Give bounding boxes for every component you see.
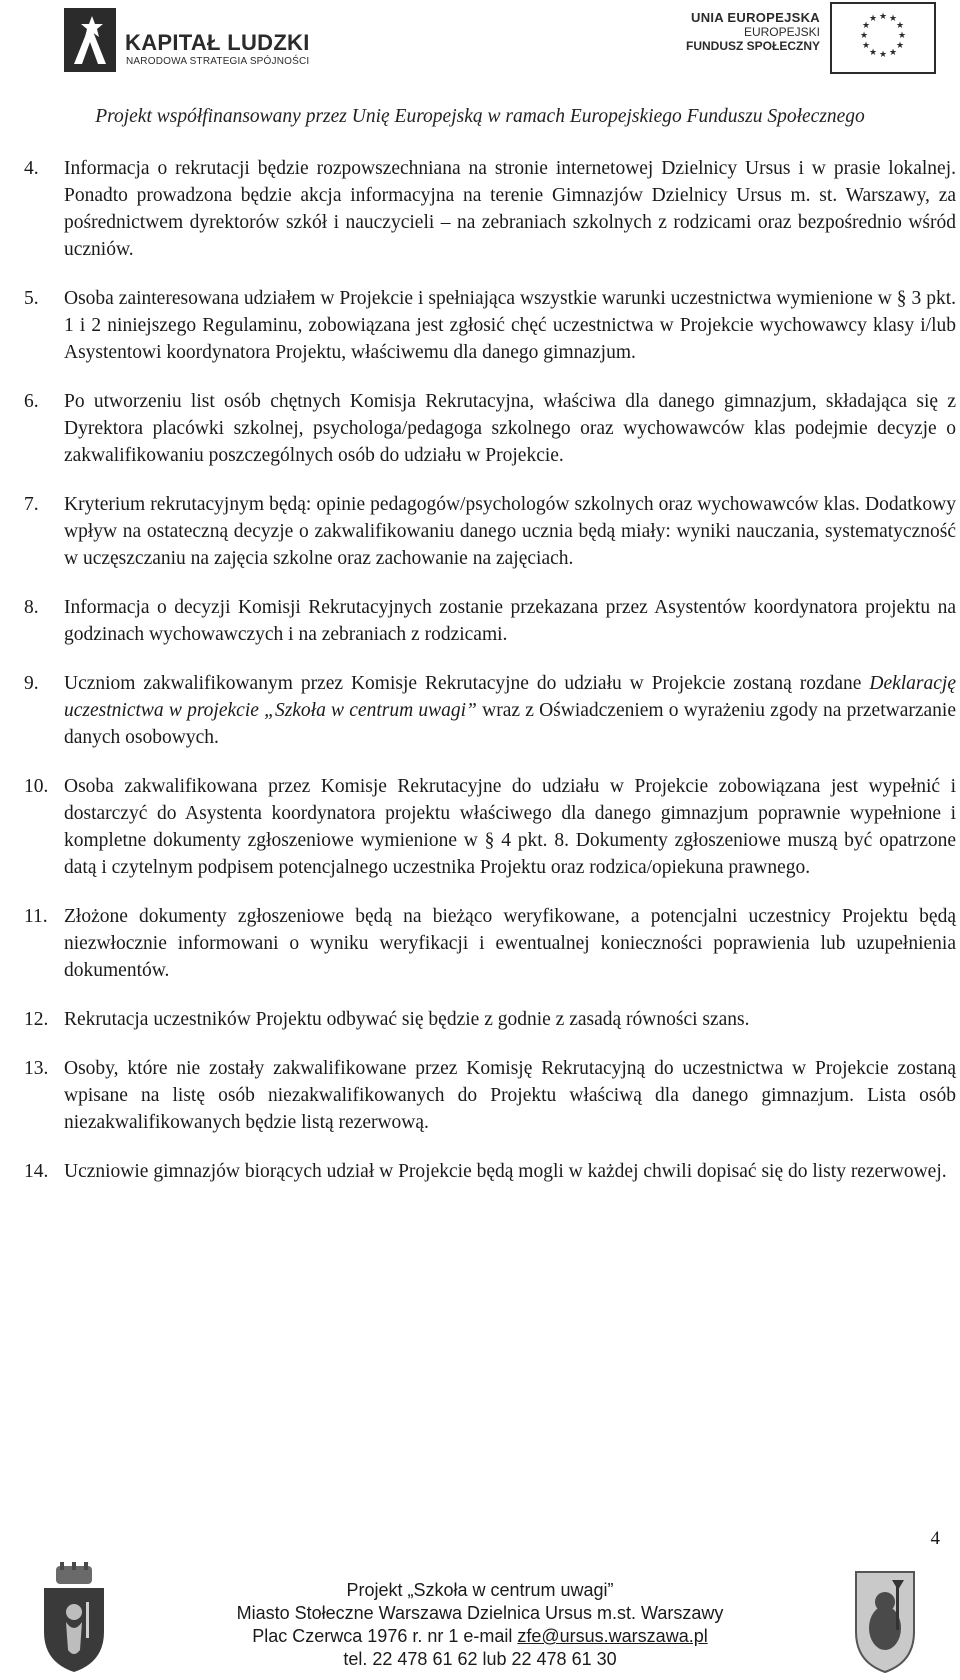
item-number: 8. (24, 597, 39, 618)
item-text: Po utworzeniu list osób chętnych Komisja Rekrutacyjna, właściwa dla danego gimnazjum, składająca się z Dyrektora placówki szkolnej, psychologa/pedagoga szkolnego oraz wychowawców klas podejmie decyzje o zakwalifikowaniu poszczególnych osób do udziału w Projekcie. (64, 391, 956, 466)
item-number: 6. (24, 391, 39, 412)
item-text: Złożone dokumenty zgłoszeniowe będą na bieżąco weryfikowane, a potencjalni uczestnicy Projektu będą niezwłocznie informowani o wyniku weryfikacji i ewentualnej konieczności poprawienia lub uzupełnienia dokumentów. (64, 906, 956, 981)
item-text: Osoba zakwalifikowana przez Komisje Rekrutacyjne do udziału w Projekcie zobowiązana jest wypełnić i dostarczyć do Asystenta koordynatora projektu właściwego dla danego gimnazjum poprawnie wypełnione i kompletne dokumenty zgłoszeniowe wymienione w § 4 pkt. 8. Dokumenty zgłoszeniowe muszą być opatrzone datą i czytelnym podpisem potencjalnego uczestnika Projektu oraz rodzica/opiekuna prawnego. (64, 776, 956, 878)
svg-text:★: ★ (897, 31, 907, 41)
item-text: Rekrutacja uczestników Projektu odbywać się będzie z godnie z zasadą równości szans. (64, 1009, 750, 1030)
svg-text:★: ★ (861, 41, 871, 51)
page-number: 4 (930, 1528, 940, 1549)
kapital-ludzki-subtitle: NARODOWA STRATEGIA SPÓJNOŚCI (126, 56, 310, 67)
page-footer (0, 1579, 960, 1671)
item-number: 11. (24, 906, 48, 927)
item-number: 10. (24, 776, 49, 797)
page-header (0, 0, 960, 127)
list-item (24, 388, 956, 469)
svg-text:★: ★ (895, 21, 905, 31)
eu-title: UNIA EUROPEJSKA (691, 10, 820, 25)
svg-text:★: ★ (868, 48, 878, 58)
list-item (24, 155, 956, 263)
eu-subtitle-1: EUROPEJSKI (743, 25, 820, 39)
svg-text:★: ★ (888, 48, 898, 58)
svg-text:★: ★ (861, 21, 871, 31)
item-text: Osoby, które nie zostały zakwalifikowane przez Komisję Rekrutacyjną do uczestnictwa w Projekcie zostaną wpisane na listę osób niezakwalifikowanych do Projektu właściwą dla danego gimnazjum. Lista osób niezakwalifikowanych będzie listą rezerwową. (64, 1058, 956, 1133)
item-text-lead: Uczniom zakwalifikowanym przez Komisje Rekrutacyjne do udziału w Projekcie zostaną rozdane (64, 673, 870, 694)
eu-flag-icon (830, 2, 936, 74)
item-number: 9. (24, 673, 39, 694)
item-text-tail: wraz z Oświadczeniem o wyrażeniu zgody na przetwarzanie danych osobowych. (64, 700, 956, 748)
svg-text:★: ★ (878, 50, 888, 60)
svg-text:★: ★ (859, 31, 869, 41)
list-item (24, 1006, 956, 1033)
item-text: Uczniowie gimnazjów biorących udział w Projekcie będą mogli w każdej chwili dopisać się do listy rezerwowej. (64, 1161, 947, 1182)
list-item (24, 773, 956, 881)
item-number: 13. (24, 1058, 49, 1079)
list-item (24, 285, 956, 366)
list-item (24, 670, 956, 751)
item-number: 7. (24, 494, 39, 515)
list-item (24, 903, 956, 984)
item-number: 14. (24, 1161, 49, 1182)
item-text (64, 670, 956, 751)
item-text: Osoba zainteresowana udziałem w Projekcie i spełniająca wszystkie warunki uczestnictwa wymienione w § 3 pkt. 1 i 2 niniejszego Regulaminu, zobowiązana jest zgłosić chęć uczestnictwa w Projekcie wychowawcy klasy i/lub Asystentowi koordynatora Projektu, właściwemu dla danego gimnazjum. (64, 288, 956, 363)
footer-address-text: Plac Czerwca 1976 r. nr 1 e-mail (252, 1626, 518, 1646)
footer-organization: Miasto Stołeczne Warszawa Dzielnica Ursus m.st. Warszawy (236, 1603, 724, 1623)
svg-text:★: ★ (888, 14, 898, 24)
kapital-ludzki-name: KAPITAŁ LUDZKI (125, 30, 310, 55)
declaration-title: Deklarację uczestnictwa w projekcie „Szkoła w centrum uwagi” (64, 673, 956, 721)
svg-text:★: ★ (868, 14, 878, 24)
item-text: Informacja o rekrutacji będzie rozpowszechniana na stronie internetowej Dzielnicy Ursus i w prasie lokalnej. Ponadto prowadzona będzie akcja informacyjna na terenie Gimnazjów Dzielnicy Ursus m. st. Warszawy, za pośrednictwem dyrektorów szkół i nauczycieli – na zebraniach szkolnych z rodzicami oraz bezpośrednio wśród uczniów. (64, 158, 956, 260)
list-item (24, 491, 956, 572)
item-number: 4. (24, 158, 39, 179)
eu-subtitle-2: FUNDUSZ SPOŁECZNY (685, 39, 820, 53)
regulation-list (24, 155, 956, 1207)
item-number: 12. (24, 1009, 49, 1030)
footer-project-name: Projekt „Szkoła w centrum uwagi” (346, 1580, 614, 1600)
list-item (24, 1055, 956, 1136)
list-item (24, 594, 956, 648)
item-text: Kryterium rekrutacyjnym będą: opinie pedagogów/psychologów szkolnych oraz wychowawców klas. Dodatkowy wpływ na ostateczną decyzje o zakwalifikowaniu danego ucznia będą miały: wyniki nauczania, systematyczność w uczęszczaniu na zajęcia szkolne oraz zachowanie na zajęciach. (64, 494, 956, 569)
eu-label (686, 10, 820, 53)
footer-address (0, 1625, 960, 1648)
svg-text:★: ★ (895, 41, 905, 51)
item-number: 5. (24, 288, 39, 309)
email-link[interactable]: zfe@ursus.warszawa.pl (517, 1626, 708, 1646)
svg-text:★: ★ (878, 12, 888, 22)
list-item (24, 1158, 956, 1185)
item-text: Informacja o decyzji Komisji Rekrutacyjnych zostanie przekazana przez Asystentów koordynatora projektu na godzinach wychowawczych i na zebraniach z rodzicami. (64, 597, 956, 645)
footer-phone: tel. 22 478 61 62 lub 22 478 61 30 (343, 1649, 617, 1669)
cofinancing-tagline: Projekt współfinansowany przez Unię Europejską w ramach Europejskiego Funduszu Społecznego (95, 106, 865, 127)
